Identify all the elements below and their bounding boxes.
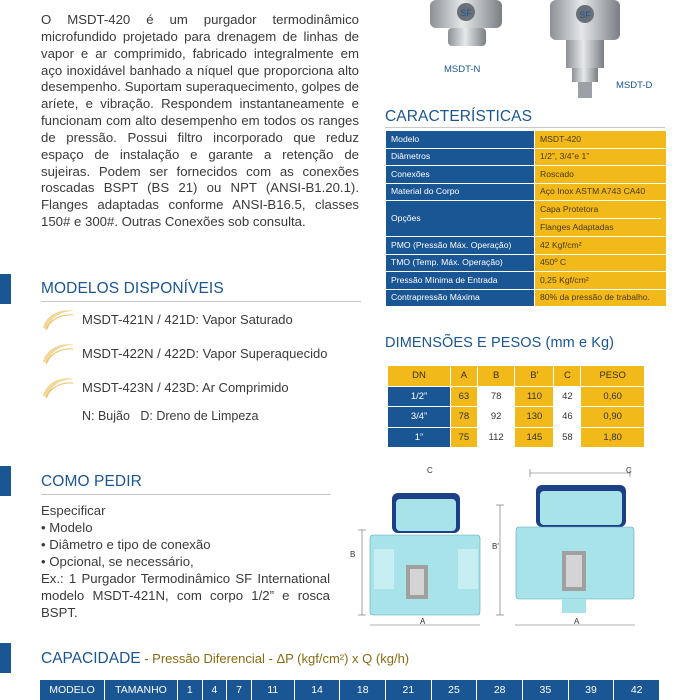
table-row — [388, 407, 645, 428]
dimension-label-c: C — [427, 466, 433, 475]
dim-cell: 63 — [451, 386, 478, 407]
capacity-header: 11 — [251, 680, 294, 700]
spec-label: Modelo — [386, 131, 535, 148]
model-label: MSDT-421N / 421D: Vapor Saturado — [82, 312, 293, 327]
drawing-d — [516, 485, 634, 613]
spec-label: Contrapressão Máxima — [386, 289, 535, 307]
spec-row — [386, 183, 666, 201]
spec-option: Capa Protetora — [540, 201, 661, 219]
spec-row — [386, 237, 666, 255]
dim-header: A — [451, 366, 478, 387]
spec-label: Conexões — [386, 166, 535, 184]
dim-header: B — [477, 366, 515, 387]
dim-header: PESO — [581, 366, 645, 387]
product-photos — [420, 0, 620, 100]
capacity-header: 21 — [386, 680, 432, 700]
models-legend: N: Bujão D: Dreno de Limpeza — [82, 409, 259, 423]
dim-cell: 110 — [515, 386, 554, 407]
dim-cell: 1” — [388, 427, 451, 448]
capacity-header: 4 — [202, 680, 227, 700]
dimensions-title: DIMENSÕES E PESOS (mm e Kg) — [385, 335, 615, 351]
dimension-label-c2: C — [626, 466, 632, 475]
divider — [41, 301, 361, 302]
section-accent-bar — [0, 274, 11, 304]
dim-cell: 78 — [477, 386, 515, 407]
spec-value: Aço Inox ASTM A743 CA40 — [535, 183, 667, 201]
divider — [41, 494, 331, 495]
capacity-header: 25 — [431, 680, 477, 700]
dim-cell: 0,90 — [581, 407, 645, 428]
spec-label: PMO (Pressão Máx. Operação) — [386, 237, 535, 255]
dim-cell: 78 — [451, 407, 478, 428]
dim-header: DN — [388, 366, 451, 387]
swoosh-icon — [40, 374, 76, 402]
msdt-d-photo — [550, 0, 620, 98]
capacity-header: 42 — [614, 680, 660, 700]
dim-cell: 130 — [515, 407, 554, 428]
dimension-label-b-prime: B' — [492, 542, 499, 551]
capacity-header: 1 — [178, 680, 203, 700]
dim-cell: 46 — [554, 407, 581, 428]
msdt-n-photo — [430, 0, 502, 46]
model-item — [40, 374, 360, 402]
spec-label: Material do Corpo — [386, 183, 535, 201]
dim-cell: 42 — [554, 386, 581, 407]
spec-value: 80% da pressão de trabalho. — [535, 289, 667, 307]
spec-label: Pressão Mínima de Entrada — [386, 272, 535, 290]
spec-value: 42 Kgf/cm² — [535, 237, 667, 255]
swoosh-icon — [40, 306, 76, 334]
capacity-header: 39 — [568, 680, 614, 700]
spec-value: MSDT-420 — [535, 131, 667, 148]
spec-value: Roscado — [535, 166, 667, 184]
capacity-header: 28 — [477, 680, 523, 700]
spec-value: 450º C — [535, 254, 667, 272]
order-example: Ex.: 1 Purgador Termodinâmico SF International modelo MSDT-421N, com corpo 1/2” e rosca BSPT. — [41, 571, 330, 620]
capacity-header: 35 — [523, 680, 569, 700]
spec-row — [386, 272, 666, 290]
capacity-title — [41, 650, 409, 668]
spec-value — [535, 201, 667, 237]
capacity-header: MODELO — [40, 680, 105, 700]
spec-row — [386, 131, 666, 148]
dim-cell: 0,60 — [581, 386, 645, 407]
dim-cell: 145 — [515, 427, 554, 448]
spec-value: 1/2”, 3/4”e 1” — [535, 148, 667, 166]
model-label: MSDT-423N / 423D: Ar Comprimido — [82, 380, 289, 395]
capacity-header-row — [40, 680, 660, 700]
capacity-subtitle: - Pressão Diferencial - ΔP (kgf/cm²) x Q (kg/h) — [140, 651, 410, 666]
dim-cell: 3/4” — [388, 407, 451, 428]
model-item — [40, 340, 360, 368]
characteristics-table — [386, 131, 666, 307]
spec-label: Diâmetros — [386, 148, 535, 166]
dim-cell: 75 — [451, 427, 478, 448]
dim-cell: 58 — [554, 427, 581, 448]
swoosh-icon — [40, 340, 76, 368]
divider — [385, 127, 665, 128]
label-msdt-n: MSDT-N — [444, 64, 481, 75]
section-accent-bar — [0, 643, 11, 673]
section-accent-bar — [0, 466, 11, 496]
spec-row — [386, 254, 666, 272]
order-instructions — [41, 502, 330, 621]
capacity-header: 14 — [294, 680, 340, 700]
dimensions-header-row — [388, 366, 645, 387]
dim-header: C — [554, 366, 581, 387]
dimension-label-b: B — [350, 550, 356, 559]
intro-paragraph: O MSDT-420 é um purgador termodinâmico microfundido projetado para drenagem de linhas de vapor e ar comprimido, fabricado integralmente em aço inoxidável banhado a níquel que proporciona alto desempenho. Suportam superaquecimento, golpes de aríete, e vibração. Respondem instantaneamente e funcionam com alto desempenho em todos os ranges de pressão. Possui filtro incorporado que reduz espaço de instalação e garante a retenção de sujeiras. Podem ser fornecidos com as conexões roscadas BSPT (BS 21) ou NPT (ANSI-B1.20.1). Flanges adaptadas conforme ANSI-B16.5, classes 150# e 300#. Outras Conexões sob consulta. — [41, 12, 359, 230]
drawing-n — [370, 493, 480, 615]
capacity-header: TAMANHO — [105, 680, 178, 700]
table-row — [388, 386, 645, 407]
label-msdt-d: MSDT-D — [616, 80, 653, 91]
order-title: COMO PEDIR — [41, 473, 142, 490]
dim-cell: 1,80 — [581, 427, 645, 448]
spec-row — [386, 289, 666, 307]
dimensions-table — [387, 365, 645, 448]
table-row — [388, 427, 645, 448]
order-intro: Especificar — [41, 503, 106, 518]
capacity-header: 18 — [340, 680, 386, 700]
svg-text:SF: SF — [579, 10, 591, 20]
spec-row — [386, 166, 666, 184]
dim-cell: 1/2” — [388, 386, 451, 407]
spec-label: TMO (Temp. Máx. Operação) — [386, 254, 535, 272]
spec-value: 0,25 Kgf/cm² — [535, 272, 667, 290]
models-title: MODELOS DISPONÍVEIS — [41, 280, 224, 297]
spec-label: Opções — [386, 201, 535, 237]
model-item — [40, 306, 360, 334]
spec-option: Flanges Adaptadas — [540, 222, 614, 232]
dim-header: B’ — [515, 366, 554, 387]
dimension-label-a: A — [420, 617, 426, 626]
spec-row — [386, 201, 666, 237]
order-bullet: • Modelo — [41, 520, 93, 535]
capacity-title-main: CAPACIDADE — [41, 650, 141, 667]
spec-row — [386, 148, 666, 166]
order-bullet: • Diâmetro e tipo de conexão — [41, 537, 211, 552]
characteristics-title: CARACTERÍSTICAS — [385, 108, 533, 125]
capacity-table — [40, 680, 660, 700]
dim-cell: 92 — [477, 407, 515, 428]
order-bullet: • Opcional, se necessário, — [41, 554, 194, 569]
svg-text:SF: SF — [460, 8, 472, 18]
model-label: MSDT-422N / 422D: Vapor Superaquecido — [82, 346, 328, 361]
dimension-label-a2: A — [574, 617, 580, 626]
capacity-header: 7 — [227, 680, 252, 700]
dim-cell: 112 — [477, 427, 515, 448]
